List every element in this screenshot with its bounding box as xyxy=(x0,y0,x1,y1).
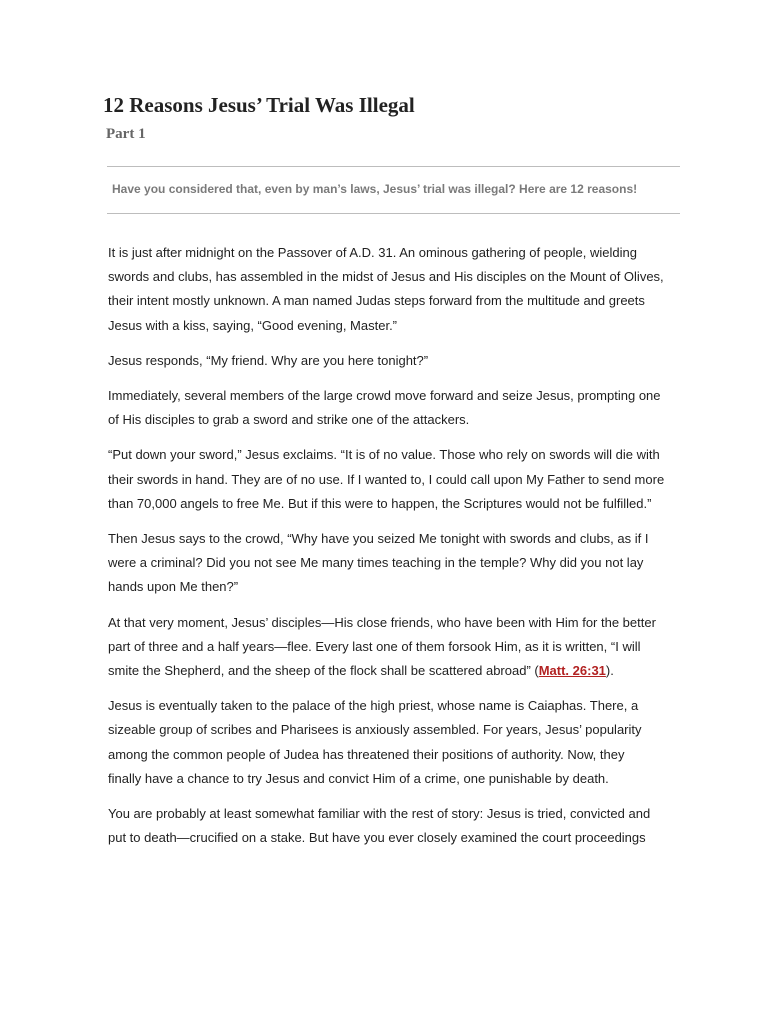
intro-bottom-divider xyxy=(107,213,680,214)
article-body xyxy=(108,241,686,861)
paragraph-put-down-sword: “Put down your sword,” Jesus exclaims. “It is of no value. Those who rely on swords will die with their swords in hand. They are of no use. If I wanted to, I could call upon My Father to send more than 70,000 angels to free Me. But if this were to happen, the Scriptures would not be fulfilled.” xyxy=(108,447,665,511)
document-title: 12 Reasons Jesus’ Trial Was Illegal xyxy=(103,93,415,117)
document-subtitle: Part 1 xyxy=(106,126,146,142)
intro-top-divider xyxy=(107,166,680,167)
paragraph-disciples-flee: At that very moment, Jesus’ disciples—His close friends, who have been with Him for the better part of three and a half years—flee. Every last one of them forsook Him, as it is written, “I will smite the Shepherd, and the sheep of the flock shall be scattered abroad” (Matt. 26:31). xyxy=(108,614,656,679)
paragraph-arrest: It is just after midnight on the Passover of A.D. 31. An ominous gathering of people, wielding swords and clubs, has assembled in the midst of Jesus and His disciples on the Mount of Olives, their intent mostly unknown. A man named Judas steps forward from the multitude and greets Jesus with a kiss, saying, “Good evening, Master.” xyxy=(108,245,664,333)
paragraph-seizure: Immediately, several members of the large crowd move forward and seize Jesus, prompting one of His disciples to grab a sword and strike one of the attackers. xyxy=(108,388,661,428)
paragraph-trial-summary: You are probably at least somewhat familiar with the rest of story: Jesus is tried, convicted and put to death—crucified on a stake. But have you ever closely examined the court proceedings xyxy=(108,806,651,846)
scripture-reference-link[interactable]: Matt. 26:31 xyxy=(538,663,606,679)
paragraph-crowd-question: Then Jesus says to the crowd, “Why have you seized Me tonight with swords and clubs, as if I were a criminal? Did you not see Me many times teaching in the temple? Why did you not lay hands upon Me then?” xyxy=(108,531,649,595)
intro-text: Have you considered that, even by man’s laws, Jesus’ trial was illegal? Here are 12 reasons! xyxy=(112,182,638,196)
paragraph-jesus-responds: Jesus responds, “My friend. Why are you here tonight?” xyxy=(108,352,429,368)
paragraph-caiaphas: Jesus is eventually taken to the palace of the high priest, whose name is Caiaphas. There, a sizeable group of scribes and Pharisees is anxiously assembled. For years, Jesus’ popularity among the common people of Judea has threatened their positions of authority. Now, they finally have a chance to try Jesus and convict Him of a crime, one punishable by death. xyxy=(108,698,642,786)
